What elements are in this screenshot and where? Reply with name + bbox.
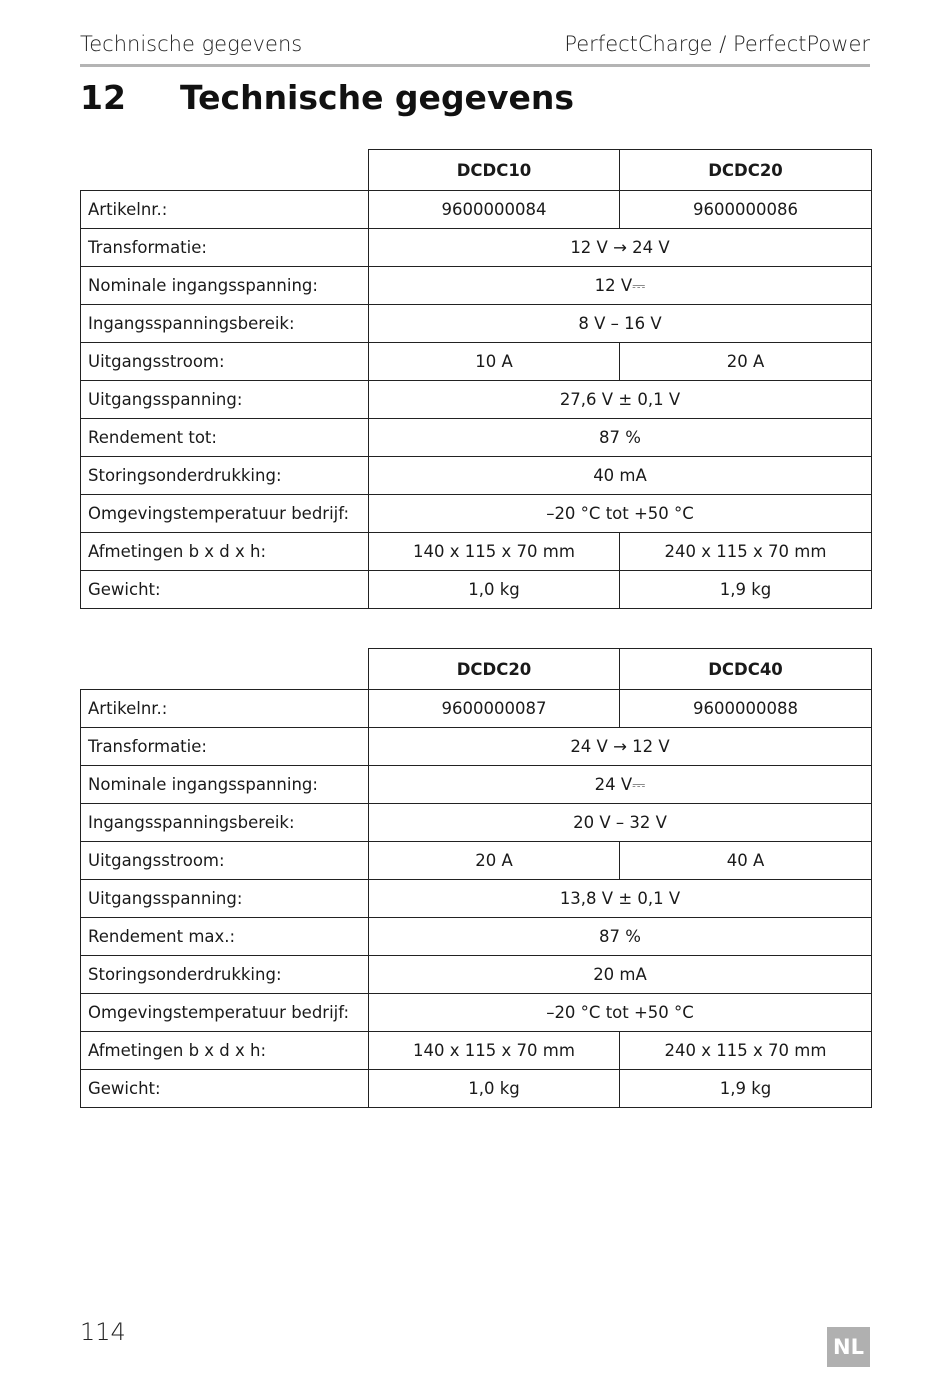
table-row bbox=[81, 766, 872, 804]
row-label: Rendement tot: bbox=[81, 419, 369, 457]
merged-value-cell: 12 V⎓ bbox=[369, 267, 872, 305]
table-row bbox=[81, 191, 872, 229]
table-row bbox=[81, 305, 872, 343]
table-row bbox=[81, 343, 872, 381]
table-row bbox=[81, 495, 872, 533]
table-row bbox=[81, 1070, 872, 1108]
value-cell: 9600000087 bbox=[369, 690, 620, 728]
row-label: Nominale ingangsspanning: bbox=[81, 766, 369, 804]
table-row bbox=[81, 690, 872, 728]
table-row bbox=[81, 804, 872, 842]
row-label: Afmetingen b x d x h: bbox=[81, 533, 369, 571]
value-cell: 140 x 115 x 70 mm bbox=[369, 1032, 620, 1070]
row-label: Ingangsspanningsbereik: bbox=[81, 804, 369, 842]
row-label: Gewicht: bbox=[81, 1070, 369, 1108]
table-row bbox=[81, 229, 872, 267]
row-label: Storingsonderdrukking: bbox=[81, 956, 369, 994]
table-row bbox=[81, 571, 872, 609]
running-header bbox=[80, 30, 870, 67]
row-label: Uitgangsstroom: bbox=[81, 343, 369, 381]
table-row bbox=[81, 419, 872, 457]
column-header: DCDC20 bbox=[369, 649, 620, 690]
table-row bbox=[81, 842, 872, 880]
merged-value-cell: 24 V⎓ bbox=[369, 766, 872, 804]
merged-value-cell: 12 V → 24 V bbox=[369, 229, 872, 267]
merged-value-cell: 8 V – 16 V bbox=[369, 305, 872, 343]
value-cell: 9600000084 bbox=[369, 191, 620, 229]
merged-value-cell: –20 °C tot +50 °C bbox=[369, 994, 872, 1032]
row-label: Artikelnr.: bbox=[81, 191, 369, 229]
merged-value-cell: –20 °C tot +50 °C bbox=[369, 495, 872, 533]
row-label: Uitgangsstroom: bbox=[81, 842, 369, 880]
table-row bbox=[81, 267, 872, 305]
column-header: DCDC20 bbox=[620, 150, 872, 191]
header-section-title: Technische gegevens bbox=[80, 32, 303, 56]
table-row bbox=[81, 880, 872, 918]
chapter-title-text: Technische gegevens bbox=[180, 78, 574, 117]
page-number: 114 bbox=[80, 1318, 126, 1346]
row-label: Uitgangsspanning: bbox=[81, 381, 369, 419]
header-product-name: PerfectCharge / PerfectPower bbox=[564, 32, 870, 56]
value-cell: 140 x 115 x 70 mm bbox=[369, 533, 620, 571]
table-row bbox=[81, 918, 872, 956]
merged-value-cell: 87 % bbox=[369, 419, 872, 457]
merged-value-cell: 20 V – 32 V bbox=[369, 804, 872, 842]
table-row bbox=[81, 994, 872, 1032]
table-header-row bbox=[81, 649, 872, 690]
table-row bbox=[81, 533, 872, 571]
table-row bbox=[81, 956, 872, 994]
header-blank-cell bbox=[81, 649, 369, 690]
row-label: Omgevingstemperatuur bedrijf: bbox=[81, 994, 369, 1032]
merged-value-cell: 24 V → 12 V bbox=[369, 728, 872, 766]
table-header-row bbox=[81, 150, 872, 191]
value-cell: 1,0 kg bbox=[369, 1070, 620, 1108]
value-cell: 20 A bbox=[369, 842, 620, 880]
merged-value-cell: 87 % bbox=[369, 918, 872, 956]
value-cell: 240 x 115 x 70 mm bbox=[620, 1032, 872, 1070]
column-header: DCDC40 bbox=[620, 649, 872, 690]
value-cell: 1,0 kg bbox=[369, 571, 620, 609]
spec-table-1 bbox=[80, 149, 872, 609]
row-label: Storingsonderdrukking: bbox=[81, 457, 369, 495]
language-badge: NL bbox=[827, 1327, 870, 1367]
table-row bbox=[81, 728, 872, 766]
value-cell: 40 A bbox=[620, 842, 872, 880]
table-row bbox=[81, 381, 872, 419]
value-cell: 9600000086 bbox=[620, 191, 872, 229]
chapter-number: 12 bbox=[80, 78, 126, 117]
value-cell: 20 A bbox=[620, 343, 872, 381]
merged-value-cell: 40 mA bbox=[369, 457, 872, 495]
row-label: Ingangsspanningsbereik: bbox=[81, 305, 369, 343]
table-row bbox=[81, 457, 872, 495]
row-label: Transformatie: bbox=[81, 229, 369, 267]
header-blank-cell bbox=[81, 150, 369, 191]
value-cell: 1,9 kg bbox=[620, 1070, 872, 1108]
row-label: Gewicht: bbox=[81, 571, 369, 609]
row-label: Rendement max.: bbox=[81, 918, 369, 956]
row-label: Nominale ingangsspanning: bbox=[81, 267, 369, 305]
row-label: Artikelnr.: bbox=[81, 690, 369, 728]
row-label: Uitgangsspanning: bbox=[81, 880, 369, 918]
table-row bbox=[81, 1032, 872, 1070]
row-label: Afmetingen b x d x h: bbox=[81, 1032, 369, 1070]
value-cell: 240 x 115 x 70 mm bbox=[620, 533, 872, 571]
merged-value-cell: 13,8 V ± 0,1 V bbox=[369, 880, 872, 918]
merged-value-cell: 20 mA bbox=[369, 956, 872, 994]
row-label: Omgevingstemperatuur bedrijf: bbox=[81, 495, 369, 533]
value-cell: 1,9 kg bbox=[620, 571, 872, 609]
row-label: Transformatie: bbox=[81, 728, 369, 766]
chapter-title bbox=[80, 78, 574, 126]
value-cell: 10 A bbox=[369, 343, 620, 381]
spec-table-2 bbox=[80, 648, 872, 1108]
value-cell: 9600000088 bbox=[620, 690, 872, 728]
merged-value-cell: 27,6 V ± 0,1 V bbox=[369, 381, 872, 419]
column-header: DCDC10 bbox=[369, 150, 620, 191]
